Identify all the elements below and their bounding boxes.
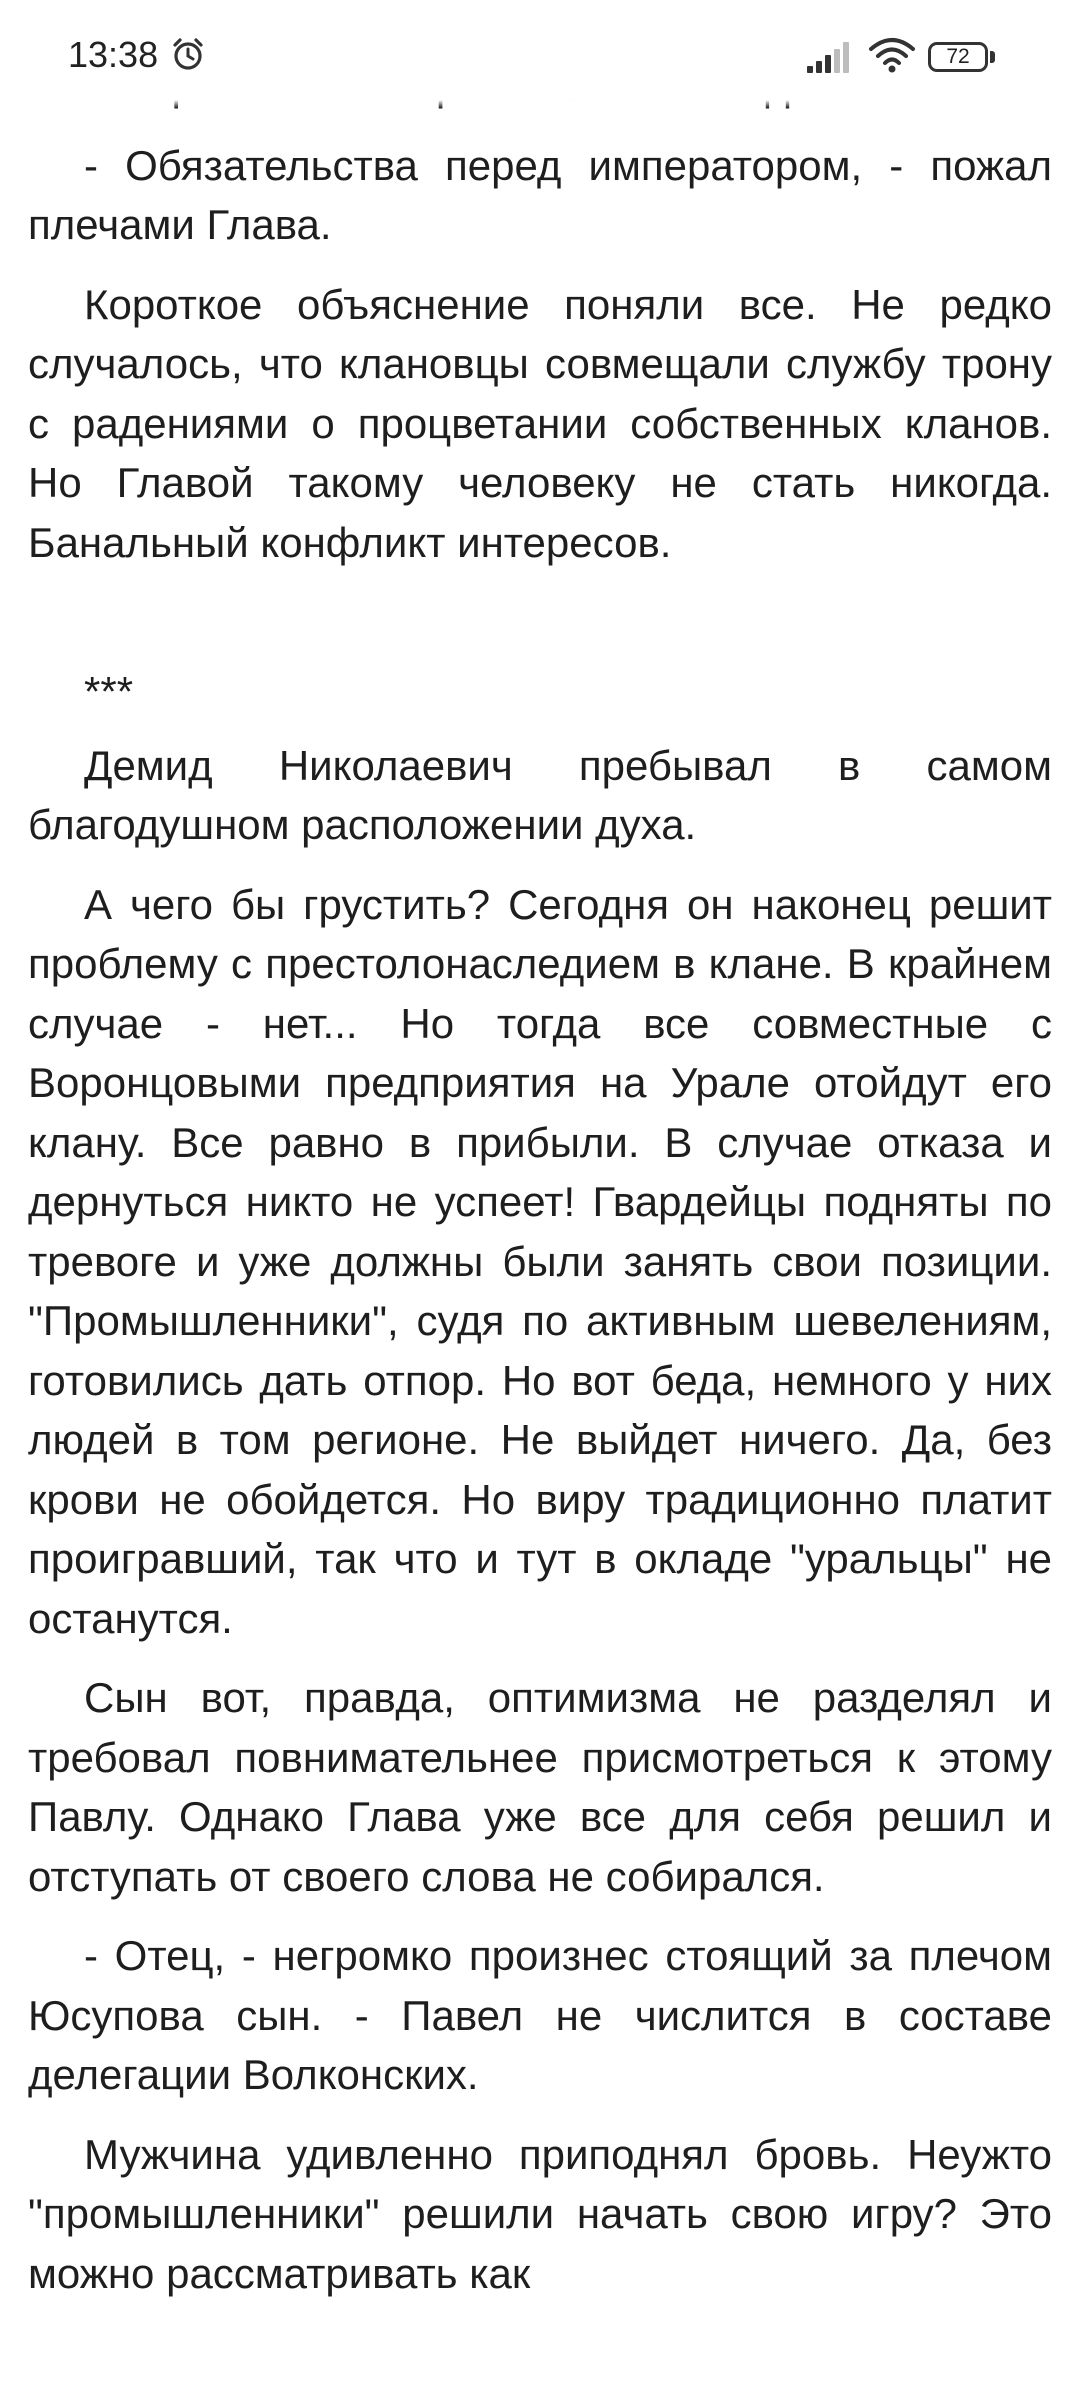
- book-paragraph: Демид Николаевич пребывал в самом благодушном расположении духа.: [28, 741, 1052, 848]
- book-paragraph: Сын вот, правда, оптимизма не разделял и требовал повнимательнее присмотреться к этому Павлу. Однако Глава уже все для себя решил и отступать от своего слова не собирался.: [28, 1674, 1052, 1900]
- scene-break: ***: [84, 668, 134, 715]
- book-paragraph: А чего бы грустить? Сегодня он наконец решит проблему с престолонаследием в клане. В крайнем случае - нет... Но тогда все совместные с Воронцовыми предприятия на Урале отойдут его клану. Все равно в прибыли. В случае отказа и дернуться никто не успеет! Гвардейцы подняты по тревоге и уже должны были занять свои позиции. "Промышленники", судя по активным шевелениям, готовились дать отпор. Но вот беда, немного у них людей в том регионе. Не выйдет ничего. Да, без крови не обойдется. Но виру традиционно платит проигравший, так что и тут в окладе "уральцы" не останутся.: [28, 880, 1052, 1642]
- battery-cap: [990, 51, 995, 63]
- book-paragraph: Короткое объяснение поняли все. Не редко случалось, что клановцы совмещали службу трону с радениями о процветании собственных кланов. Но Главой такому человеку не стать никогда. Банальный конфликт интересов.: [28, 280, 1052, 566]
- book-page: [28, 56, 1052, 2323]
- wifi-icon: [868, 36, 916, 74]
- alarm-icon: [170, 36, 206, 72]
- book-reader[interactable]: [28, 0, 1052, 2400]
- status-bar: [0, 0, 1080, 100]
- battery-level: 72: [946, 45, 970, 68]
- book-paragraph: - Обязательства перед императором, - пожал плечами Глава.: [28, 141, 1052, 248]
- status-time: 13:38: [68, 34, 159, 75]
- book-paragraph: - Отец, - негромко произнес стоящий за плечом Юсупова сын. - Павел не числится в составе делегации Волконских.: [28, 1932, 1052, 2098]
- battery-icon: [928, 42, 988, 72]
- signal-icon: [806, 40, 856, 74]
- book-paragraph: Мужчина удивленно приподнял бровь. Неужто "промышленники" решили начать свою игру? Это можно рассматривать как: [28, 2130, 1052, 2297]
